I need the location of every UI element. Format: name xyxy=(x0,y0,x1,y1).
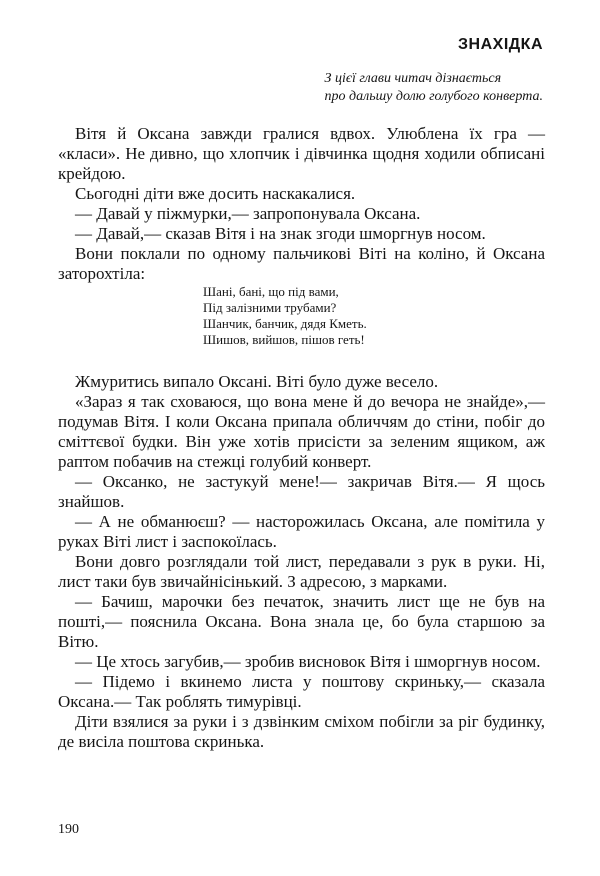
paragraph: — Бачиш, марочки без печаток, значить лист ще не був на пошті,— пояснила Оксана. Вона знала це, бо була старшою за Вітю. xyxy=(58,592,545,651)
epigraph-line: З цієї глави читач дізнається xyxy=(324,71,502,86)
paragraph: Вони поклали по одному пальчикові Віті на коліно, й Оксана заторохтіла: xyxy=(58,244,545,283)
paragraph: — Це хтось загубив,— зробив висновок Вітя і шморгнув носом. xyxy=(75,652,541,671)
paragraph: — Давай у піжмурки,— запропонувала Оксана. xyxy=(75,204,421,223)
poem-line: Шані, бані, що під вами, xyxy=(203,284,339,299)
counting-rhyme-poem xyxy=(203,284,367,348)
paragraph: Жмуритись випало Оксані. Віті було дуже весело. xyxy=(75,372,439,391)
paragraph: «Зараз я так сховаюся, що вона мене й до вечора не знайде»,— подумав Вітя. І коли Оксана припала обличчям до стіни, побіг до сміттєвої будки. Він уже хотів присісти за зеленим ящиком, аж раптом побачив на стежці голубий конверт. xyxy=(58,392,545,471)
paragraph: Сьогодні діти вже досить наскакалися. xyxy=(75,184,356,203)
paragraph: — Оксанко, не застукуй мене!— закричав Вітя.— Я щось знайшов. xyxy=(58,472,545,511)
paragraph: Діти взялися за руки і з дзвінким сміхом побігли за ріг будинку, де висіла поштова скринька. xyxy=(58,712,545,751)
prose-block-after-poem xyxy=(58,372,545,752)
poem-line: Під залізними трубами? xyxy=(203,300,337,315)
paragraph: — Давай,— сказав Вітя і на знак згоди шморгнув носом. xyxy=(75,224,486,243)
paragraph: Вітя й Оксана завжди гралися вдвох. Улюблена їх гра — «класи». Не дивно, що хлопчик і дівчинка щодня ходили обписані крейдою. xyxy=(58,124,545,183)
paragraph: — Підемо і вкинемо листа у поштову скриньку,— сказала Оксана.— Так роблять тимурівці. xyxy=(58,672,545,711)
poem-line: Шишов, вийшов, пішов геть! xyxy=(203,332,365,347)
epigraph-line: про дальшу долю голубого конверта. xyxy=(324,89,543,104)
poem-line: Шанчик, банчик, дядя Кметь. xyxy=(203,316,367,331)
paragraph: Вони довго розглядали той лист, передавали з рук в руки. Ні, лист таки був звичайнісінький. З адресою, з марками. xyxy=(58,552,545,591)
chapter-epigraph xyxy=(325,70,543,106)
chapter-title: ЗНАХІДКА xyxy=(458,36,543,53)
prose-block-before-poem xyxy=(58,124,545,284)
paragraph: — А не обманюєш? — насторожилась Оксана, але помітила у руках Віті лист і заспокоїлась. xyxy=(58,512,545,551)
page-number: 190 xyxy=(58,822,79,837)
